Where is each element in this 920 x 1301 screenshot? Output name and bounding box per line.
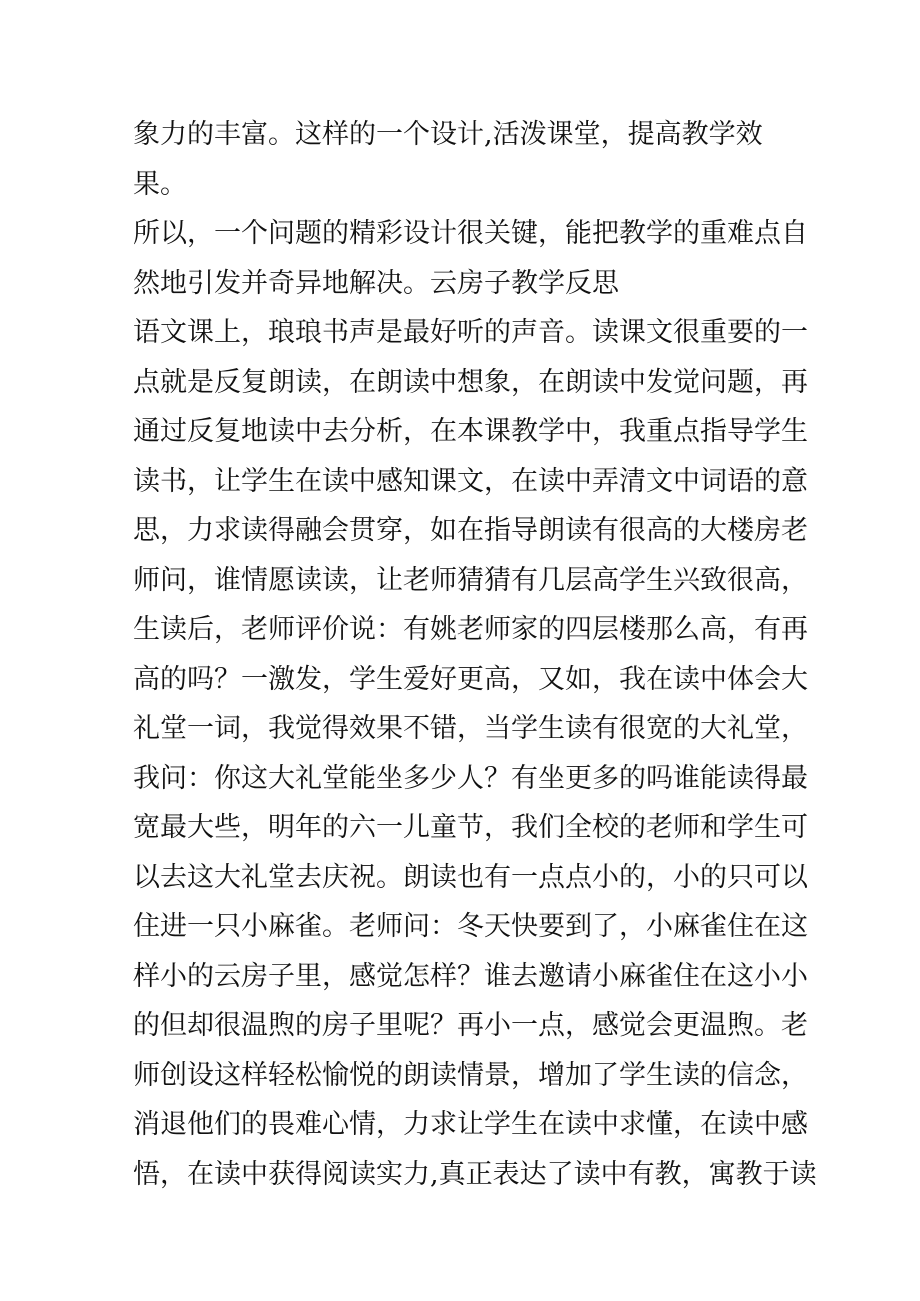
text-line: 礼堂一词，我觉得效果不错，当学生读有很宽的大礼堂， bbox=[133, 713, 808, 744]
text-line: 思，力求读得融会贯穿，如在指导朗读有很高的大楼房老 bbox=[133, 515, 808, 546]
text-line: 通过反复地读中去分析，在本课教学中，我重点指导学生 bbox=[133, 416, 808, 447]
text-line: 以去这大礼堂去庆祝。朗读也有一点点小的，小的只可以 bbox=[133, 861, 808, 893]
text-line: 我问：你这大礼堂能坐多少人？有坐更多的吗谁能读得最 bbox=[133, 762, 808, 794]
text-line: 高的吗？一激发，学生爱好更高，又如，我在读中体会大 bbox=[133, 663, 808, 695]
text-line: 师创设这样轻松愉悦的朗读情景，增加了学生读的信念， bbox=[133, 1059, 808, 1091]
text-line: 生读后，老师评价说：有姚老师家的四层楼那么高，有再 bbox=[133, 614, 808, 645]
text-line: 语文课上，琅琅书声是最好听的声音。读课文很重要的一 bbox=[133, 317, 808, 348]
text-line: 宽最大些，明年的六一儿童节，我们全校的老师和学生可 bbox=[133, 812, 808, 843]
text-line: 然地引发并奇异地解决。云房子教学反思 bbox=[133, 267, 619, 299]
text-line: 的但却很温煦的房子里呢？再小一点，感觉会更温煦。老 bbox=[133, 1010, 808, 1041]
text-line: 所以，一个问题的精彩设计很关键，能把教学的重难点自 bbox=[133, 218, 808, 249]
text-line: 果。 bbox=[133, 168, 187, 200]
text-line: 点就是反复朗读，在朗读中想象，在朗读中发觉问题，再 bbox=[133, 366, 808, 398]
text-line: 师问，谁情愿读读，让老师猜猜有几层高学生兴致很高， bbox=[133, 564, 808, 596]
text-line: 样小的云房子里，感觉怎样？谁去邀请小麻雀住在这小小 bbox=[133, 960, 808, 992]
body-text bbox=[133, 110, 817, 1199]
text-line: 象力的丰富。这样的一个设计,活泼课堂，提高教学效 bbox=[133, 119, 763, 150]
text-line: 悟，在读中获得阅读实力,真正表达了读中有教，寓教于读 bbox=[133, 1158, 817, 1190]
text-line: 住进一只小麻雀。老师问：冬天快要到了，小麻雀住在这 bbox=[133, 911, 808, 942]
text-line: 消退他们的畏难心情，力求让学生在读中求懂，在读中感 bbox=[133, 1109, 808, 1140]
text-line: 读书，让学生在读中感知课文，在读中弄清文中词语的意 bbox=[133, 465, 808, 497]
